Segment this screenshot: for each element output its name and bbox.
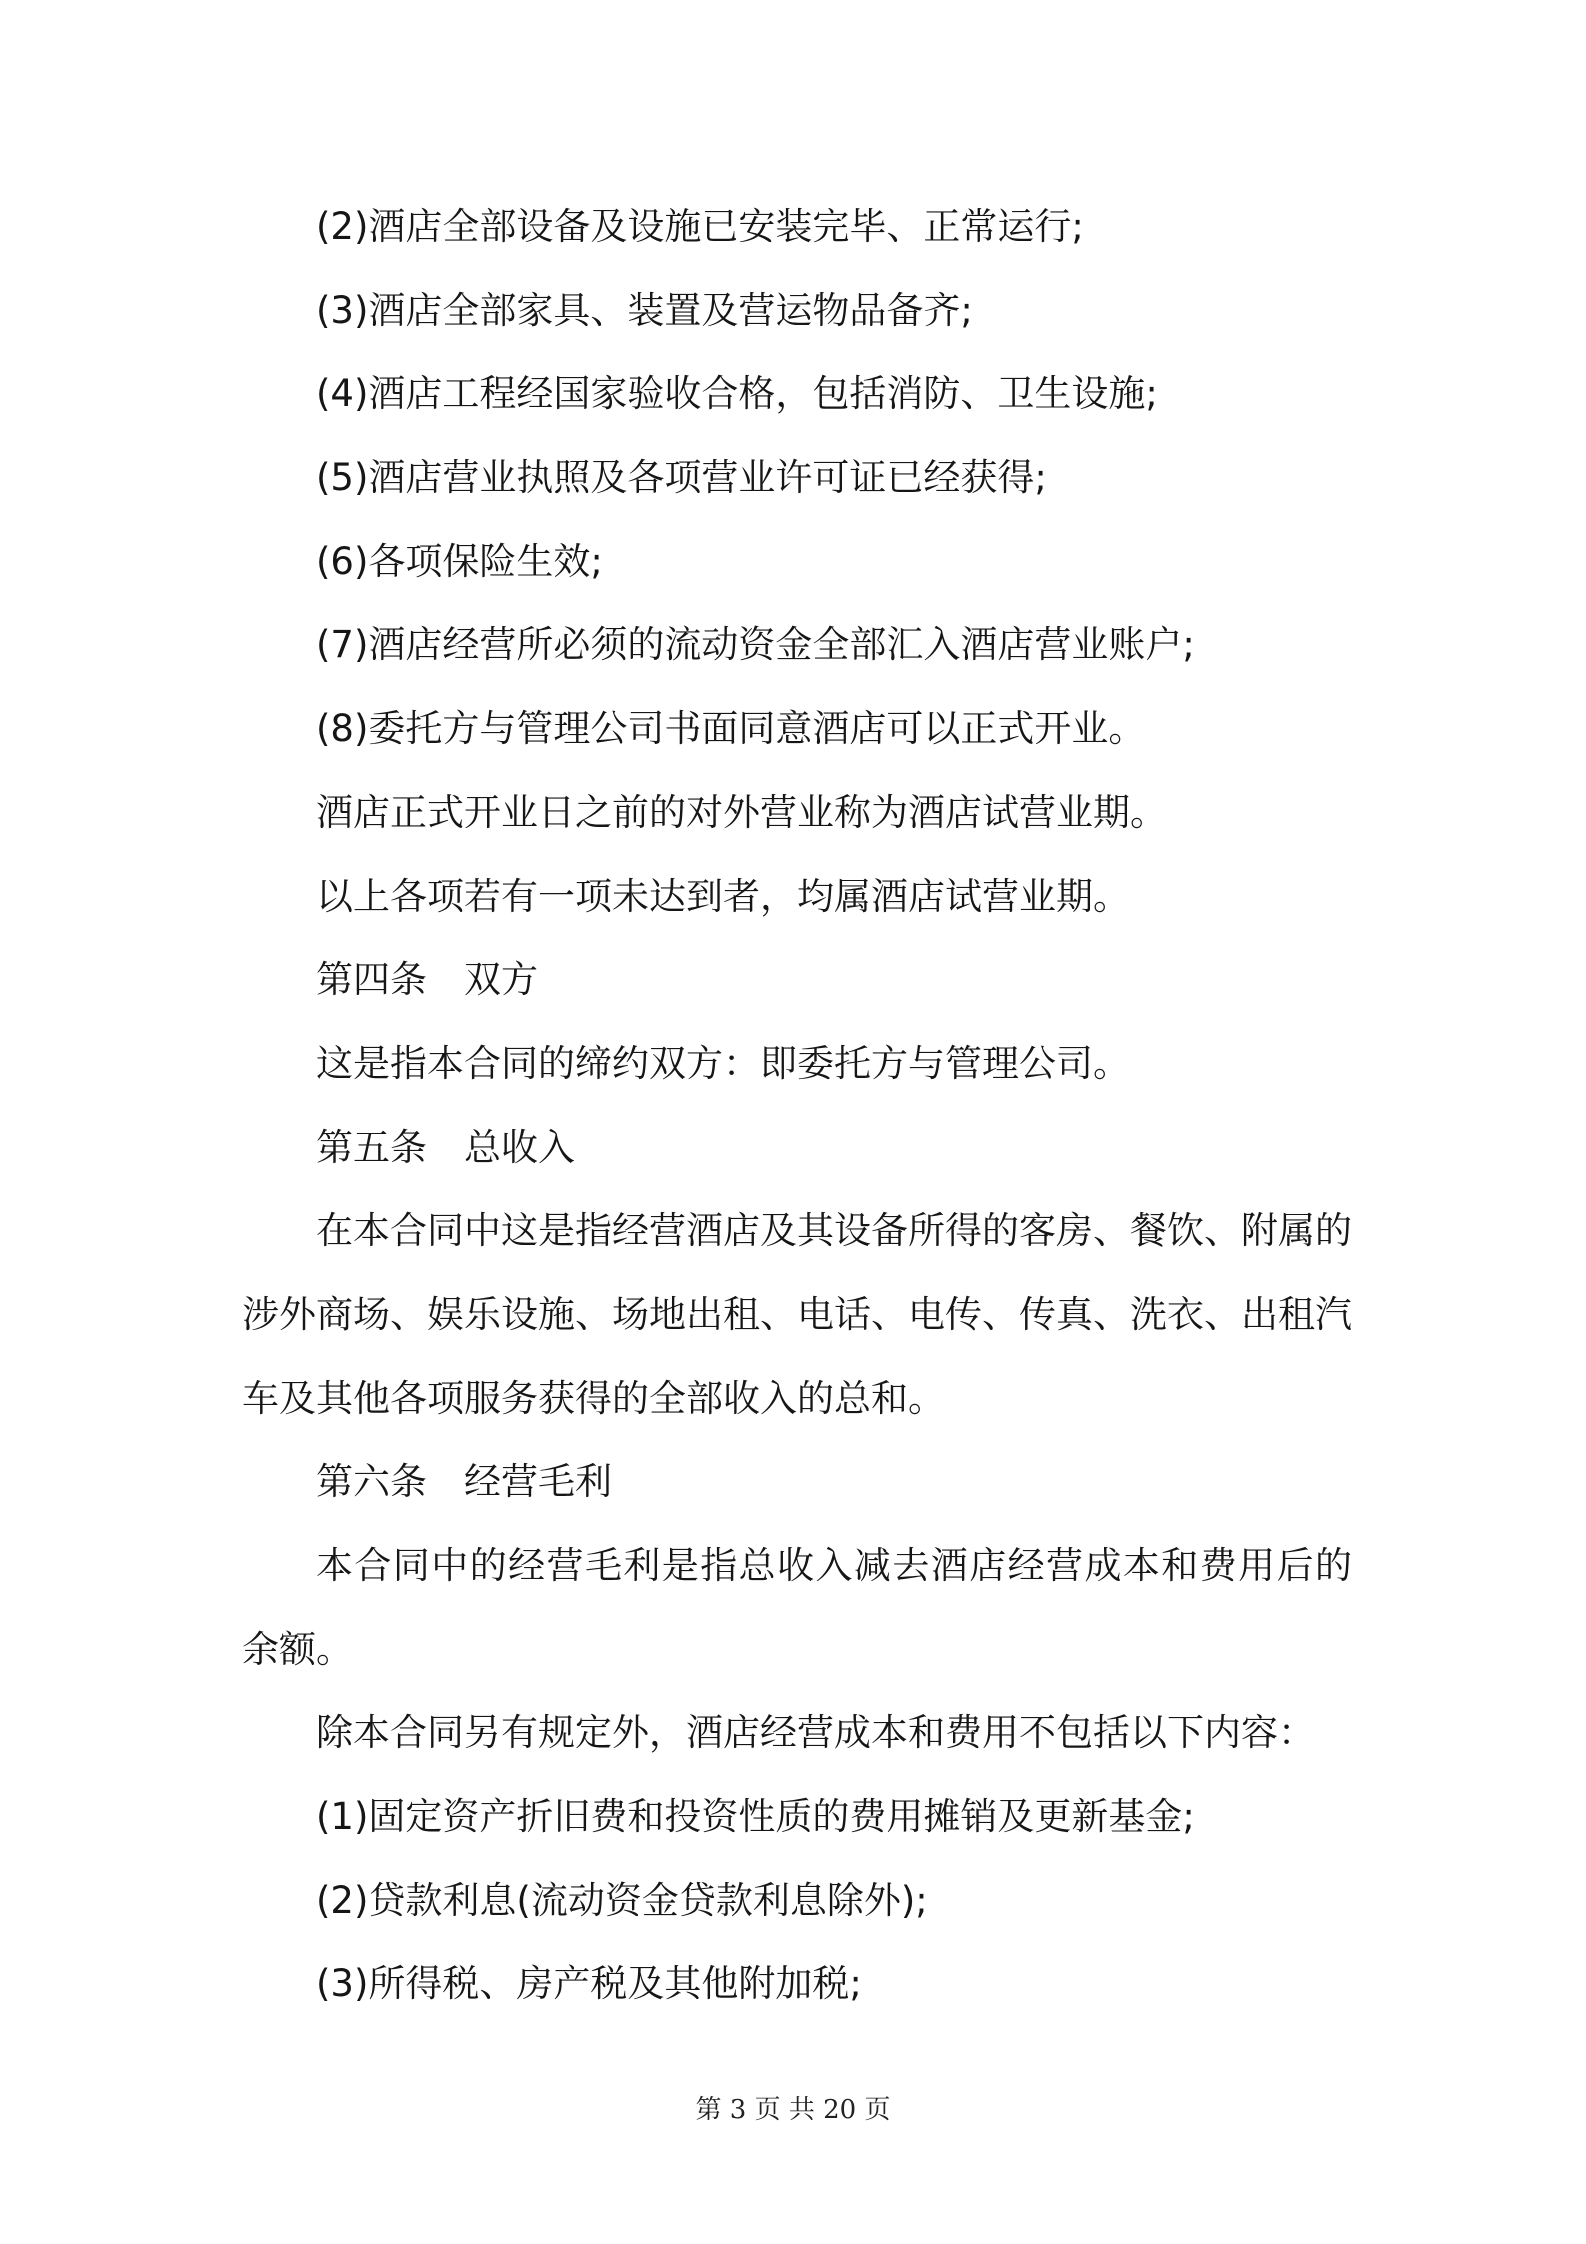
paragraph: 这是指本合同的缔约双方：即委托方与管理公司。 [316,1041,1130,1085]
article-number: 第四条 [316,958,427,1002]
article-number: 第五条 [316,1125,427,1169]
article-heading [242,1440,1352,1524]
paragraph: 以上各项若有一项未达到者，均属酒店试营业期。 [316,874,1130,918]
paragraph-line: 余额。 [242,1627,353,1671]
paragraph-line: 本合同中的经营毛利是指总收入减去酒店经营成本和费用后的 [316,1544,1352,1587]
list-item: (6)各项保险生效; [316,539,603,583]
article-number: 第六条 [316,1460,427,1504]
paragraph: 除本合同另有规定外，酒店经营成本和费用不包括以下内容： [316,1711,1315,1755]
list-item: (4)酒店工程经国家验收合格，包括消防、卫生设施; [316,372,1158,416]
list-item: (8)委托方与管理公司书面同意酒店可以正式开业。 [316,707,1146,751]
article-title: 总收入 [464,1125,575,1169]
list-item: (3)所得税、房产税及其他附加税; [316,1962,862,2006]
list-item: (5)酒店营业执照及各项营业许可证已经获得; [316,456,1047,500]
list-item: (7)酒店经营所必须的流动资金全部汇入酒店营业账户; [316,623,1195,667]
article-heading [242,938,1352,1022]
paragraph-line: 涉外商场、娱乐设施、场地出租、电话、电传、传真、洗衣、出租汽 [242,1292,1352,1336]
list-item: (2)酒店全部设备及设施已安装完毕、正常运行; [316,205,1084,248]
list-item: (1)固定资产折旧费和投资性质的费用摊销及更新基金; [316,1795,1195,1839]
article-title: 经营毛利 [464,1460,612,1504]
paragraph-line: 车及其他各项服务获得的全部收入的总和。 [242,1376,945,1420]
document-body [242,185,1352,2026]
article-title: 双方 [464,958,538,1002]
list-item: (3)酒店全部家具、装置及营运物品备齐; [316,288,973,332]
article-heading [242,1106,1352,1190]
page-footer: 第 3 页 共 20 页 [695,2095,891,2125]
paragraph: 酒店正式开业日之前的对外营业称为酒店试营业期。 [316,790,1167,834]
list-item: (2)贷款利息(流动资金贷款利息除外); [316,1878,928,1922]
paragraph-line: 在本合同中这是指经营酒店及其设备所得的客房、餐饮、附属的 [316,1209,1352,1253]
